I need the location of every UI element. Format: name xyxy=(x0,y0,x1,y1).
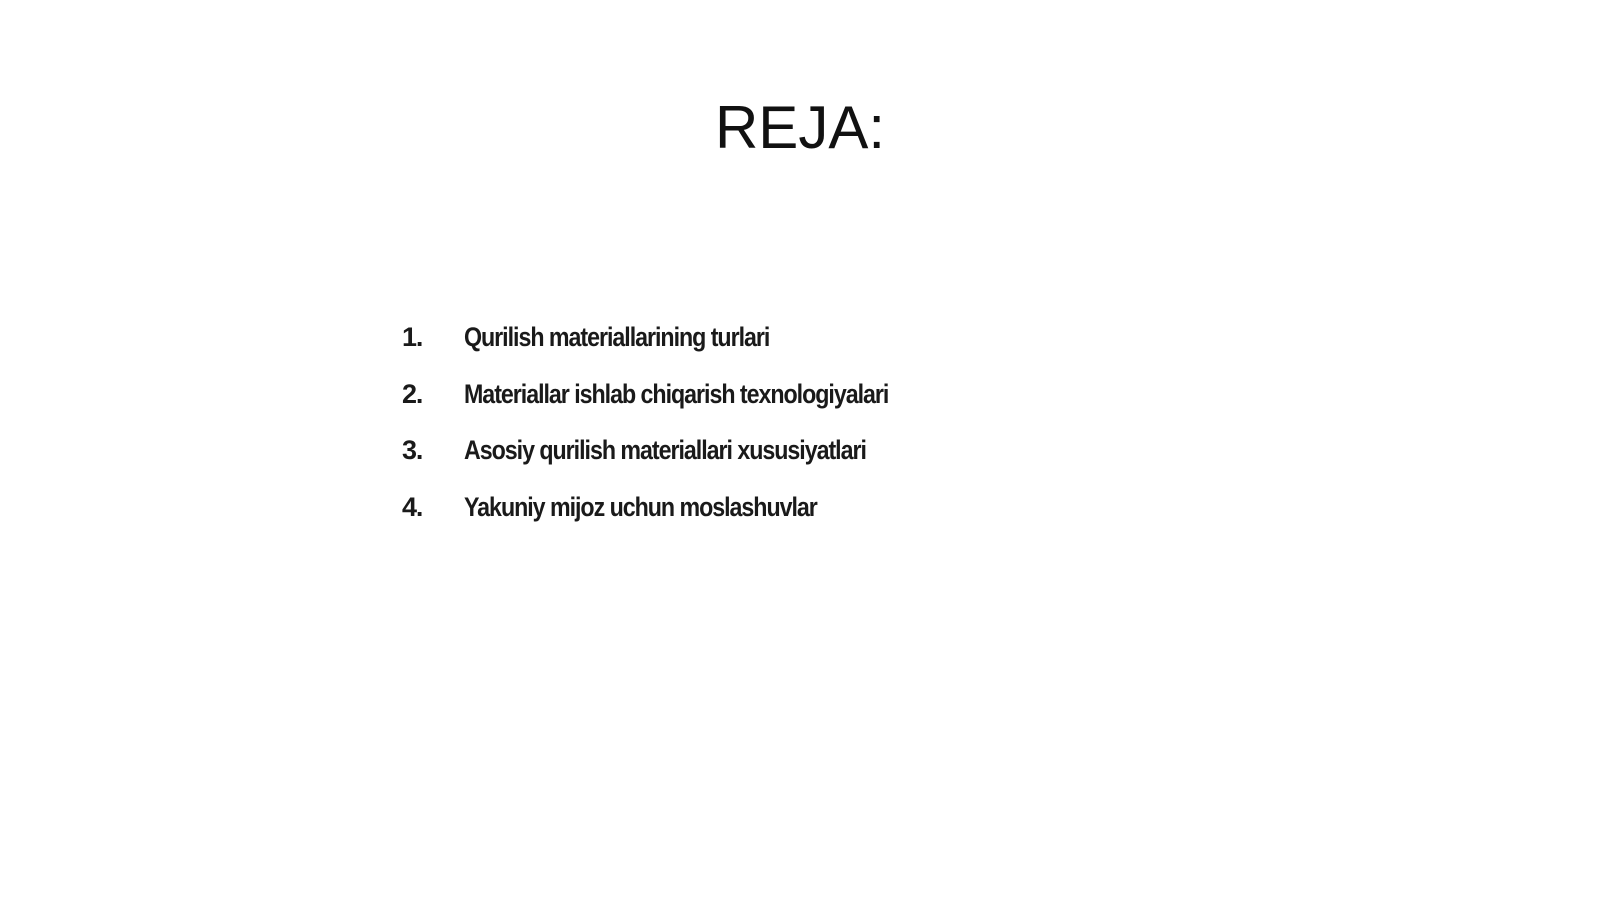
list-item-text: Materiallar ishlab chiqarish texnologiyalari xyxy=(464,378,889,409)
list-item-text: Qurilish materiallarining turlari xyxy=(464,322,770,352)
list-item-number: 1. xyxy=(402,322,423,352)
list-item-number: 4. xyxy=(402,491,423,522)
list-item xyxy=(402,492,957,549)
list-item xyxy=(402,322,957,379)
list-item xyxy=(402,435,957,492)
list-item-text: Yakuniy mijoz uchun moslashuvlar xyxy=(464,491,817,522)
agenda-list xyxy=(402,322,957,548)
list-item-number: 3. xyxy=(402,435,423,465)
list-item xyxy=(402,379,957,436)
list-item-text: Asosiy qurilish materiallari xususiyatlari xyxy=(464,435,866,465)
slide-title: REJA: xyxy=(714,94,886,161)
list-item-number: 2. xyxy=(402,378,423,409)
